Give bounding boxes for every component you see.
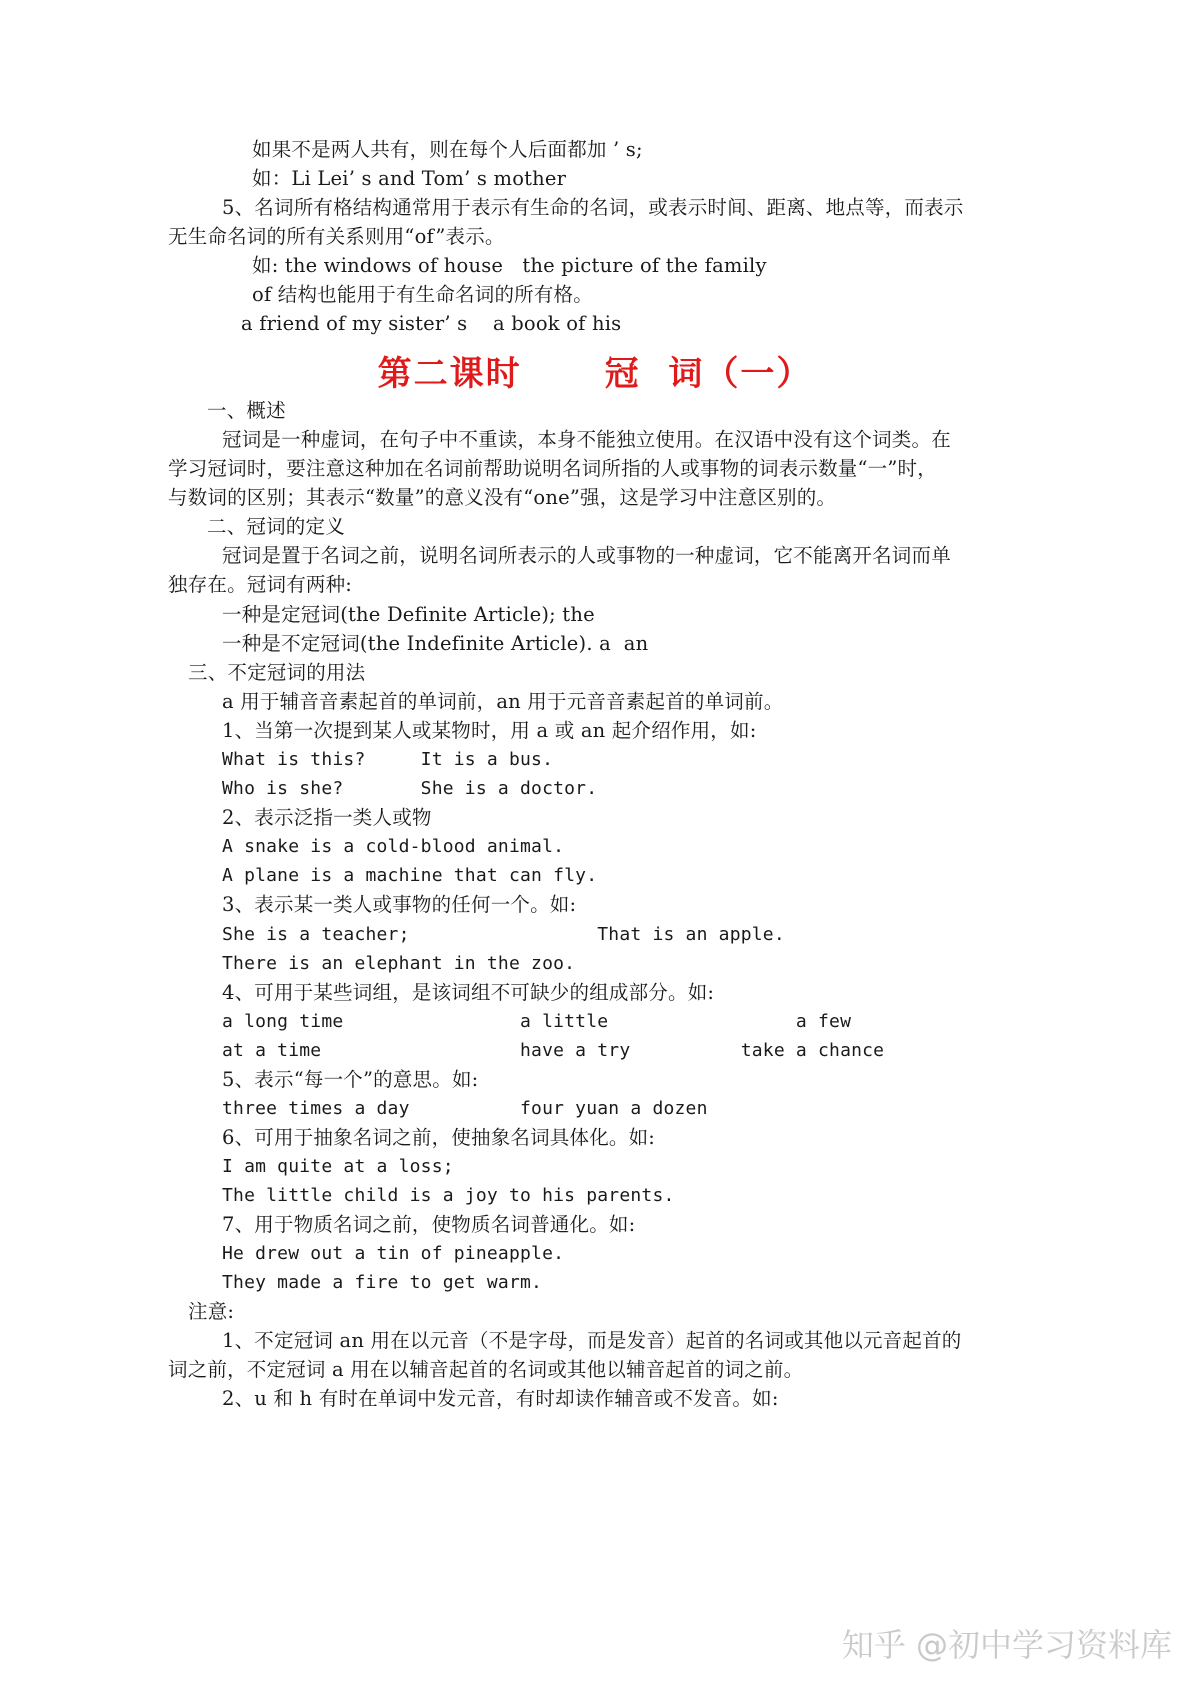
- paragraph-line: a 用于辅音音素起首的单词前，an 用于元音音素起首的单词前。: [222, 690, 784, 713]
- paragraph-line: 3、表示某一类人或事物的任何一个。如:: [222, 893, 577, 916]
- example-line: The little child is a joy to his parents.: [222, 1185, 675, 1206]
- paragraph-line: 一种是定冠词(the Definite Article); the: [222, 603, 595, 626]
- text-line: 无生命名词的所有关系则用“of”表示。: [168, 225, 505, 248]
- paragraph-line: 5、表示“每一个”的意思。如:: [222, 1068, 479, 1091]
- section-heading: 注意:: [188, 1300, 235, 1323]
- example-line: What is this? It is a bus.: [222, 749, 554, 770]
- section-heading: 一、概述: [207, 399, 286, 422]
- text-line: 如: the windows of house the picture of the family: [252, 254, 767, 277]
- paragraph-line: 6、可用于抽象名词之前，使抽象名词具体化。如:: [222, 1126, 656, 1149]
- example-line: I am quite at a loss;: [222, 1156, 454, 1177]
- paragraph-line: 1、不定冠词 an 用在以元音（不是字母，而是发音）起首的名词或其他以元音起首的: [222, 1329, 962, 1352]
- lesson-title: 第二课时 冠 词（一）: [377, 354, 813, 394]
- text-line: 5、名词所有格结构通常用于表示有生命的名词，或表示时间、距离、地点等，而表示: [222, 196, 964, 219]
- example-line: There is an elephant in the zoo.: [222, 953, 576, 974]
- paragraph-line: 冠词是一种虚词，在句子中不重读，本身不能独立使用。在汉语中没有这个词类。在: [222, 428, 951, 451]
- paragraph-line: 冠词是置于名词之前，说明名词所表示的人或事物的一种虚词，它不能离开名词而单: [222, 544, 951, 567]
- example-line: at a time have a try take a chance: [222, 1040, 885, 1061]
- text-line: a friend of my sister’ s a book of his: [241, 312, 622, 335]
- example-line: He drew out a tin of pineapple.: [222, 1243, 565, 1264]
- paragraph-line: 2、表示泛指一类人或物: [222, 806, 432, 829]
- example-line: three times a day four yuan a dozen: [222, 1098, 708, 1119]
- paragraph-line: 词之前，不定冠词 a 用在以辅音起首的名词或其他以辅音起首的词之前。: [168, 1358, 804, 1381]
- watermark: 知乎 @初中学习资料库: [841, 1626, 1172, 1664]
- text-line: of 结构也能用于有生命名词的所有格。: [252, 283, 593, 306]
- section-heading: 三、不定冠词的用法: [188, 661, 366, 684]
- text-line: 如果不是两人共有，则在每个人后面都加 ’ s;: [252, 138, 643, 161]
- paragraph-line: 7、用于物质名词之前，使物质名词普通化。如:: [222, 1213, 636, 1236]
- example-line: They made a fire to get warm.: [222, 1272, 543, 1293]
- paragraph-line: 与数词的区别；其表示“数量”的意义没有“one”强，这是学习中注意区别的。: [168, 486, 837, 509]
- section-heading: 二、冠词的定义: [207, 515, 345, 538]
- paragraph-line: 一种是不定冠词(the Indefinite Article). a an: [222, 632, 649, 655]
- paragraph-line: 4、可用于某些词组，是该词组不可缺少的组成部分。如:: [222, 981, 715, 1004]
- example-line: A plane is a machine that can fly.: [222, 865, 598, 886]
- paragraph-line: 学习冠词时，要注意这种加在名词前帮助说明名词所指的人或事物的词表示数量“一”时，: [168, 457, 937, 480]
- example-line: A snake is a cold-blood animal.: [222, 836, 565, 857]
- text-line: 如：Li Lei’ s and Tom’ s mother: [252, 167, 567, 190]
- paragraph-line: 1、当第一次提到某人或某物时，用 a 或 an 起介绍作用，如:: [222, 719, 757, 742]
- paragraph-line: 独存在。冠词有两种:: [168, 573, 353, 596]
- example-line: Who is she? She is a doctor.: [222, 778, 598, 799]
- example-line: a long time a little a few: [222, 1011, 852, 1032]
- example-line: She is a teacher; That is an apple.: [222, 924, 785, 945]
- paragraph-line: 2、u 和 h 有时在单词中发元音，有时却读作辅音或不发音。如:: [222, 1387, 779, 1410]
